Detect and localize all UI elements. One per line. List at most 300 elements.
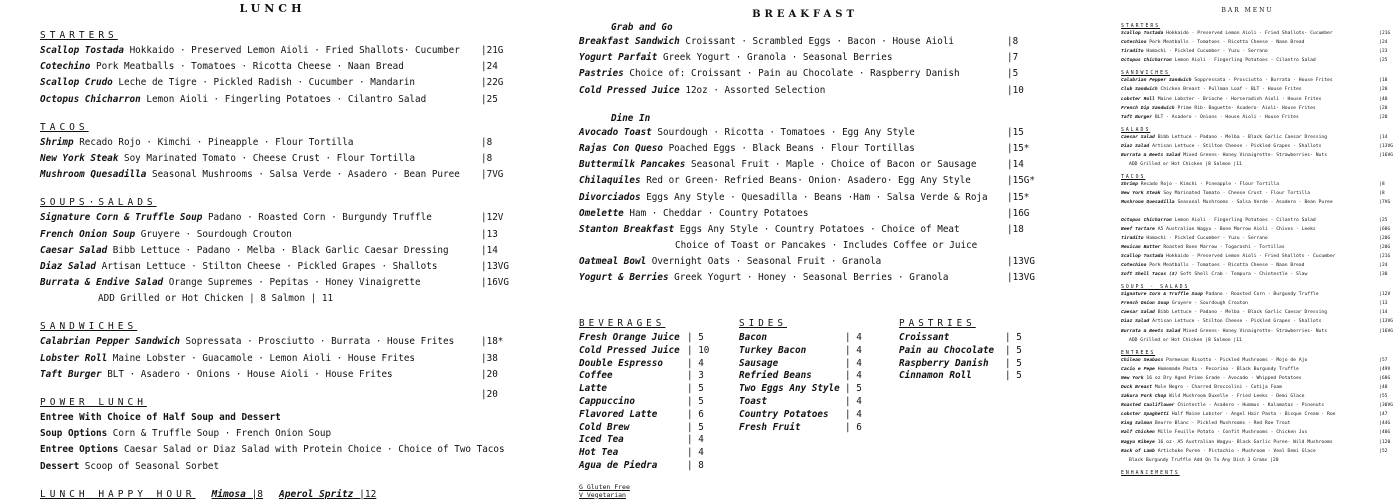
item-price: | 5: [687, 332, 704, 343]
sides-column: [739, 318, 862, 434]
item-price: | 4: [687, 447, 704, 459]
sides-heading: SIDES: [739, 318, 787, 329]
item-description: Mixed Greens· Honey Vinaigrette· Strawberries· Nuts: [1183, 153, 1328, 159]
bar-addon-line: ADD Grilled or Hot Chicken |8 Salmon |11: [1129, 337, 1242, 343]
bar-section-heading: STARTERS: [1121, 24, 1161, 29]
item-price: | 3: [687, 370, 704, 382]
sides-item: [739, 421, 862, 435]
item-price: |10: [1007, 84, 1024, 96]
item-name: Cotechino: [1121, 262, 1147, 268]
item-description: Hamachi · Pickled Cucumber · Yuzu · Serrano: [1146, 235, 1268, 241]
menu-item: [1121, 394, 1393, 403]
item-description: Greek Yogurt · Honey · Seasonal Berries · Granola: [674, 272, 949, 284]
section-gap: [40, 110, 540, 114]
item-description: Choice of: Croissant · Pain au Chocolate · Raspberry Danish: [629, 68, 960, 80]
item-name: Octopus Chicharron: [1121, 217, 1172, 223]
item-description: Artisan Lettuce · Stilton Cheese · Pickled Grapes · Shallots: [1152, 319, 1322, 325]
item-description: A5 Australian Wagyu · Bone Marrow Aioli · Chives · Leeks: [1157, 226, 1316, 232]
item-description: Padano · Roasted Corn · Burgundy Truffle: [207, 212, 432, 224]
item-description: Artisan Lettuce · Stilton Cheese · Pickled Grapes · Shallots: [101, 260, 438, 272]
item-name: Double Espresso: [579, 357, 663, 369]
item-description: Seasonal Mushrooms · Salsa Verde · Asadero · Bean Puree: [151, 169, 460, 181]
item-name: Two Eggs Any Style: [739, 383, 840, 395]
item-price: |24: [1379, 262, 1388, 268]
menu-item: [1121, 430, 1393, 439]
grab-and-go-heading: Grab and Go: [611, 22, 673, 33]
sides-item: [739, 357, 862, 371]
item-price: | 4: [845, 370, 862, 382]
item-price: | 4: [687, 357, 704, 369]
menu-item: [1121, 182, 1393, 191]
item-price: |12V: [481, 212, 504, 224]
item-description: Red or Green· Refried Beans· Onion· Asadero· Egg Any Style: [646, 175, 971, 187]
item-name: Signature Corn & Truffle Soup: [1121, 292, 1203, 298]
beverages-item: [579, 408, 704, 422]
menu-item: [1121, 227, 1393, 236]
item-name: New York: [1121, 375, 1144, 381]
item-description: Gruyere · Sourdough Crouton: [140, 228, 292, 240]
pastries-item: [899, 357, 1022, 371]
menu-item: [1121, 200, 1393, 209]
item-description: Wild Mushroom Duxelle · Fried Leeks · Demi Glace: [1168, 394, 1305, 400]
item-description: 16 oz Dry Aged Prime Grade · Avocado · Whipped Potatoes: [1146, 375, 1302, 381]
item-description: Sopressata · Prosciutto · Burrata · House Frites: [185, 336, 455, 348]
item-description: Half Maine Lobster · Angel Hair Pasta · Bisque Cream · Roe: [1171, 412, 1336, 418]
item-price: |20: [481, 368, 498, 380]
item-price: |20: [1379, 105, 1388, 111]
item-price: |18*: [481, 336, 504, 348]
item-price: |20: [1379, 114, 1388, 120]
item-name: Soft Shell Tacos (3): [1121, 272, 1178, 278]
item-description: Beurre Blanc · Pickled Mushrooms · Red Roe Trout: [1154, 421, 1291, 427]
item-description: Homemade Pasta · Pecorino · Black Burgundy Truffle: [1157, 366, 1299, 372]
legend-gluten-free: G Gluten Free: [579, 483, 630, 491]
bar-body: [1121, 20, 1393, 478]
item-price: | 10: [687, 344, 710, 356]
stanton-subline: Choice of Toast or Pancakes · Includes Coffee or Juice: [675, 240, 978, 252]
item-description: Pork Meatballs · Tomatoes · Ricotta Cheese · Naan Bread: [95, 61, 404, 73]
sides-item: [739, 332, 862, 345]
menu-item: [579, 127, 1059, 143]
item-name: Shrimp: [1121, 182, 1138, 188]
beverages-heading: BEVERAGES: [579, 318, 666, 329]
menu-item: [1121, 245, 1393, 254]
item-price: | 4: [845, 344, 862, 356]
item-description: Artichoke Puree · Pistachio · Mushroom · Veal Demi Glace: [1157, 448, 1316, 454]
menu-item: [40, 336, 540, 352]
item-price: |24: [1379, 40, 1388, 46]
item-name: Aperol Spritz: [279, 488, 354, 500]
item-name: Buttermilk Pancakes: [579, 159, 686, 171]
item-name: New York Steak: [40, 152, 119, 164]
item-description: Chicken Breast · Pullman Loaf · BLT · House Frites: [1160, 87, 1302, 93]
item-description: Eggs Any Style · Country Potatoes · Choice of Meat: [679, 223, 960, 235]
item-price: |25: [1379, 58, 1388, 64]
menu-item: [1121, 254, 1393, 263]
item-description: Soppressata · Prosciutto · Burrata · House Frites: [1194, 78, 1333, 84]
item-name: Diaz Salad: [1121, 319, 1150, 325]
item-price: |21G: [481, 45, 504, 56]
menu-item: [1121, 49, 1393, 58]
item-name: Lobster Spaghetti: [1121, 412, 1169, 418]
menu-item: [1121, 135, 1393, 144]
item-name: Entree With Choice of Half Soup and Dessert: [40, 412, 281, 423]
beverages-item: [579, 332, 704, 345]
beverages-item: [579, 459, 704, 473]
item-name: Sakura Pork Chop: [1121, 394, 1167, 400]
pastries-item: [899, 344, 1022, 358]
item-name: Club Sandwich: [1121, 87, 1158, 93]
item-name: Sausage: [739, 357, 779, 369]
item-name: Stanton Breakfast: [579, 223, 675, 235]
item-price: |40G: [1379, 430, 1391, 436]
item-name: Agua de Piedra: [579, 459, 658, 471]
dine-in-heading: Dine In: [611, 112, 651, 124]
item-price: |7: [1007, 52, 1019, 64]
item-price: | 4: [687, 434, 704, 446]
item-price: |22G: [481, 77, 504, 89]
pastries-item: [899, 370, 1022, 383]
item-price: |49V: [1379, 366, 1391, 372]
item-price: |48: [1379, 385, 1388, 390]
item-description: Maine Lobster · Brioche · Horseradish Aioli · House Frites: [1157, 96, 1322, 102]
legend-vegetarian: V Vegetarian: [579, 490, 626, 499]
menu-item: [579, 175, 1059, 191]
menu-item: [1121, 87, 1393, 96]
item-name: Coffee: [579, 370, 613, 382]
item-name: Cacio e Pepe: [1121, 366, 1155, 372]
item-name: Mushroom Quesadilla: [40, 169, 147, 181]
item-name: Omelette: [579, 207, 624, 219]
menu-item: [1121, 58, 1393, 67]
menu-item: [1121, 412, 1393, 421]
item-price: |30VG: [1379, 403, 1394, 409]
item-name: Calabrian Pepper Sandwich: [1121, 78, 1192, 84]
item-price: |7VG: [481, 169, 504, 181]
item-price: |55: [1379, 394, 1388, 400]
item-description: Eggs Any Style · Quesadilla · Beans ·Ham · Salsa Verde & Roja: [646, 191, 988, 203]
item-name: Yogurt Parfait: [579, 52, 658, 64]
item-price: |44G: [1379, 421, 1391, 427]
menu-item: [579, 68, 1059, 84]
section-gap: [40, 477, 540, 481]
item-price: |16VG: [481, 277, 509, 289]
item-description: Seasonal Mushrooms · Salsa Verde · Asadero · Bean Puree: [1177, 200, 1333, 206]
item-name: Diaz Salad: [1121, 143, 1150, 149]
item-price: |16VG: [1379, 328, 1394, 334]
menu-item: [579, 208, 1059, 224]
item-price: | 5: [1005, 370, 1022, 382]
item-price: |14: [1379, 310, 1388, 316]
item-name: Oatmeal Bowl: [579, 256, 647, 268]
item-name: Cold Pressed Juice: [579, 344, 680, 356]
item-name: Soup Options: [40, 428, 108, 440]
breakfast-menu: [545, 0, 1065, 500]
item-description: Orange Supremes · Pepitas · Honey Vinaigrette: [168, 277, 421, 289]
item-price: |5: [1007, 68, 1019, 80]
item-description: Sourdough · Ricotta · Tomatoes · Egg Any Style: [657, 126, 915, 138]
menu-item: [1121, 144, 1393, 153]
section-heading: POWER LUNCH: [40, 397, 147, 408]
item-price: |13VG: [1379, 319, 1394, 325]
item-price: |20: [1379, 87, 1388, 93]
item-description: Hamachi · Pickled Cucumber · Yuzu · Serrano: [1146, 49, 1268, 55]
item-price: | 4: [845, 332, 862, 343]
spacer: [579, 101, 1059, 113]
item-description: Recado Rojo · Kimchi · Pineapple · Flour Tortilla: [79, 136, 354, 148]
item-name: Bacon: [739, 332, 767, 343]
item-name: Caesar Salad: [40, 244, 108, 256]
item-name: Scallop Tostada: [1121, 253, 1164, 259]
item-description: Artisan Lettuce · Stilton Cheese · Pickled Grapes · Shallots: [1152, 143, 1322, 149]
beverages-item: [579, 395, 704, 409]
item-description: Overnight Oats · Seasonal Fruit · Granola: [651, 256, 882, 268]
menu-item: [1121, 403, 1393, 412]
item-name: Shrimp: [40, 136, 74, 148]
item-name: French Onion Soup: [1121, 301, 1169, 307]
bar-gap: [1121, 210, 1393, 218]
item-name: Chilaquiles: [579, 175, 641, 187]
item-price: |13: [481, 228, 498, 240]
sides-item: [739, 408, 862, 422]
item-price: |13VG: [1379, 143, 1394, 149]
menu-item: [40, 229, 540, 245]
item-price: | 5: [1005, 357, 1022, 369]
item-price: | 6: [687, 408, 704, 420]
item-name: Half Chicken: [1121, 430, 1155, 436]
beverages-item: [579, 434, 704, 447]
item-price: |8: [1007, 36, 1019, 47]
item-price: |20G: [1379, 244, 1391, 250]
item-name: Flavored Latte: [579, 408, 658, 420]
item-price: | 6: [845, 421, 862, 433]
menu-item: [1121, 292, 1393, 301]
beverages-item: [579, 344, 710, 358]
item-name: Wagyu Ribeye: [1121, 439, 1155, 445]
section-heading-label: LUNCH HAPPY HOUR: [40, 488, 196, 500]
item-description: Lemon Aioli · Fingerling Potatoes · Cilantro Salad: [146, 93, 427, 105]
menu-item: [40, 77, 540, 93]
item-price: |68G: [1379, 375, 1391, 381]
menu-item: [1121, 31, 1393, 40]
item-name: Cinnamon Roll: [899, 370, 972, 382]
item-name: Hot Tea: [579, 447, 619, 459]
section-heading-happy-hour: [40, 489, 540, 500]
item-name: Fresh Fruit: [739, 421, 801, 433]
item-price: |18: [1379, 78, 1388, 84]
menu-item: [40, 277, 540, 293]
menu-item: [40, 137, 540, 153]
bar-section-heading: ENTREES: [1121, 350, 1156, 356]
menu-item: [1121, 449, 1393, 458]
item-description: Caesar Salad or Diaz Salad with Protein Choice · Choice of Two Tacos: [123, 444, 505, 456]
item-price: |120: [1379, 439, 1391, 445]
menu-item: [40, 212, 540, 228]
bar-section-heading: TACOS: [1121, 175, 1146, 181]
breakfast-body: [579, 22, 1059, 289]
beverages-item: [579, 357, 704, 371]
item-price: |40: [1379, 96, 1388, 102]
item-name: Breakfast Sandwich: [579, 36, 680, 47]
happy-hour-item: [212, 489, 264, 500]
menu-item: [579, 272, 1059, 288]
bar-section-heading: SALADS: [1121, 127, 1151, 133]
item-name: Tiradito: [1121, 49, 1144, 55]
item-name: Tiradito: [1121, 235, 1144, 241]
item-description: Chintestle · Asadero · Hummus · Kalamatas · Pinenuts: [1177, 403, 1325, 409]
menu-item: [40, 353, 540, 369]
item-description: Scoop of Seasonal Sorbet: [84, 460, 220, 472]
lunch-menu: [0, 0, 545, 500]
item-price: |13: [1379, 301, 1388, 307]
item-description: Hokkaido · Preserved Lemon Aioli · Fried Shallots· Cucumber: [129, 45, 460, 56]
item-name: Taft Burger: [40, 368, 102, 380]
item-description: 12oz · Assorted Selection: [685, 84, 826, 96]
item-price: |14: [1379, 134, 1388, 140]
item-name: Raspberry Danish: [899, 357, 989, 369]
menu-item: [1121, 106, 1393, 115]
bar-section-heading: SOUPS · SALADS: [1121, 285, 1190, 291]
item-description: Padano · Roasted Corn · Burgundy Truffle: [1205, 292, 1319, 298]
item-description: Ham · Cheddar · Country Potatoes: [629, 207, 809, 219]
item-price: |60G: [1379, 226, 1391, 232]
item-name: Refried Beans: [739, 370, 812, 382]
menu-item: [1121, 376, 1393, 385]
menu-item: [1121, 272, 1393, 281]
item-description: Prime Rib· Baguette· Asadero· Aioli· House Frites: [1177, 105, 1316, 111]
item-description: Parmesan Risotto · Pickled Mushrooms · Mojo de Ajo: [1166, 357, 1308, 363]
sides-item: [739, 344, 862, 358]
item-name: Beef Tartare: [1121, 226, 1155, 232]
item-name: Country Potatoes: [739, 408, 829, 420]
item-name: Caesar Salad: [1121, 134, 1155, 140]
item-price: |12V: [1379, 292, 1391, 298]
menu-item: [579, 159, 1059, 175]
menu-item: [40, 45, 540, 61]
menu-item: [579, 256, 1059, 272]
item-name: Pain au Chocolate: [899, 344, 995, 356]
item-description: Soy Marinated Tomato · Cheese Crust · Flour Tortilla: [123, 152, 416, 164]
menu-item: [1121, 358, 1393, 367]
item-description: Bibb Lettuce · Padano · Melba · Black Garlic Caesar Dressing: [112, 244, 449, 256]
lunch-body: [40, 22, 540, 500]
item-name: French Dip Sandwich: [1121, 105, 1175, 111]
item-description: Seasonal Fruit · Maple · Choice of Bacon or Sausage: [690, 159, 977, 171]
item-description: Recado Rojo · Kimchi · Pineapple · Flour Tortilla: [1140, 182, 1280, 188]
item-name: Rajas Con Queso: [579, 142, 663, 154]
sides-item: [739, 383, 862, 396]
item-name: Calabrian Pepper Sandwich: [40, 336, 180, 348]
item-name: King Salmon: [1121, 421, 1153, 427]
item-name: Fresh Orange Juice: [579, 332, 680, 343]
item-name: Scallop Crudo: [40, 77, 113, 89]
item-price: | 5: [1005, 344, 1022, 356]
item-price: |30: [1379, 272, 1388, 278]
item-price: |25: [1379, 217, 1388, 223]
item-price: |8: [481, 152, 493, 164]
item-name: Diaz Salad: [40, 260, 96, 272]
item-description: Soft Shell Crab · Tempura · Chintestle · Slaw: [1180, 272, 1308, 278]
menu-item: [40, 261, 540, 277]
item-price: |52: [1379, 448, 1388, 454]
section-heading: SANDWICHES: [40, 321, 138, 333]
item-name: Signature Corn & Truffle Soup: [40, 212, 203, 224]
menu-item: [1121, 40, 1393, 49]
item-description: BLT · Asadero · Onions · House Aioli · House Frites: [1154, 114, 1299, 120]
item-price: |25: [481, 93, 498, 105]
item-description: Mole Negro · Charred Broccolini · Cotija Foam: [1154, 385, 1282, 390]
item-price: |14: [481, 244, 498, 256]
menu-item: [40, 94, 540, 110]
item-price: |13VG: [481, 260, 509, 272]
item-price: |15*: [1007, 191, 1030, 203]
section-gap: [40, 309, 540, 313]
item-price: |7VG: [1379, 200, 1391, 206]
item-description: Greek Yogurt · Granola · Seasonal Berries: [662, 52, 893, 64]
item-description: Leche de Tigre · Pickled Radish · Cucumber · Mandarin: [118, 77, 416, 89]
bar-menu: [1095, 0, 1400, 500]
sides-item: [739, 395, 862, 409]
item-price: |15G*: [1007, 175, 1035, 187]
item-name: Mimosa: [211, 488, 246, 500]
bar-section-heading: ENHANCEMENTS: [1121, 470, 1180, 476]
item-price: | 5: [845, 383, 862, 395]
item-description: Hokkaido · Preserved Lemon Aioli · Fried Shallots · Cucumber: [1166, 253, 1336, 259]
item-name: Entree Options: [40, 444, 119, 456]
item-price: |16G: [1007, 207, 1030, 219]
pastries-column: [899, 318, 1022, 383]
item-price: | 4: [845, 357, 862, 369]
item-name: Rack of Lamb: [1121, 448, 1155, 454]
item-description: Mixed Greens· Honey Vinaigrette· Strawberries· Nuts: [1183, 328, 1328, 334]
item-name: Toast: [739, 395, 767, 407]
item-price: | 5: [687, 421, 704, 433]
item-name: Iced Tea: [579, 434, 624, 446]
item-description: Corn & Truffle Soup · French Onion Soup: [112, 428, 332, 440]
menu-item: [1121, 301, 1393, 310]
item-price: |47: [1379, 412, 1388, 418]
item-price: |8: [1379, 182, 1385, 188]
section-heading: TACOS: [40, 121, 89, 133]
bar-addon-line: Black Burgundy Truffle Add On To Any Dish 3 Grams |20: [1129, 457, 1279, 463]
item-price: |20G: [1379, 235, 1391, 241]
item-name: Lobster Roll: [1121, 96, 1155, 102]
item-name: Burrata & Beets Salad: [1121, 153, 1181, 159]
item-name: Turkey Bacon: [739, 344, 807, 356]
item-description: Hokkaido · Preserved Lemon Aioli · Fried Shallots· Cucumber: [1166, 31, 1333, 36]
item-description: Bibb Lettuce · Padano · Melba · Black Garlic Caesar Dressing: [1157, 310, 1328, 316]
item-price: | 5: [687, 395, 704, 407]
lunch-title: LUNCH: [239, 2, 306, 15]
item-description: BLT · Asadero · Onions · House Aioli · House Frites: [107, 368, 393, 380]
menu-item: [579, 143, 1059, 159]
item-name: Taft Burger: [1121, 114, 1153, 120]
beverages-item: [579, 383, 704, 396]
happy-hour-item: [279, 489, 376, 500]
item-price: |8: [481, 136, 493, 148]
sides-item: [739, 370, 862, 383]
menu-item: [1121, 218, 1393, 227]
menu-item: [40, 153, 540, 169]
item-description: Pork Meatballs · Tomatoes · Ricotta Cheese · Naan Bread: [1149, 40, 1305, 46]
item-description: Mille Feuille Potato · Confit Mushrooms · Chicken Jus: [1157, 430, 1308, 436]
menu-item: [579, 192, 1059, 208]
legend: [579, 484, 630, 499]
power-lunch-line: [40, 444, 540, 460]
menu-item: [1121, 153, 1393, 162]
menu-item: [579, 36, 1059, 52]
beverages-column: [579, 318, 710, 473]
